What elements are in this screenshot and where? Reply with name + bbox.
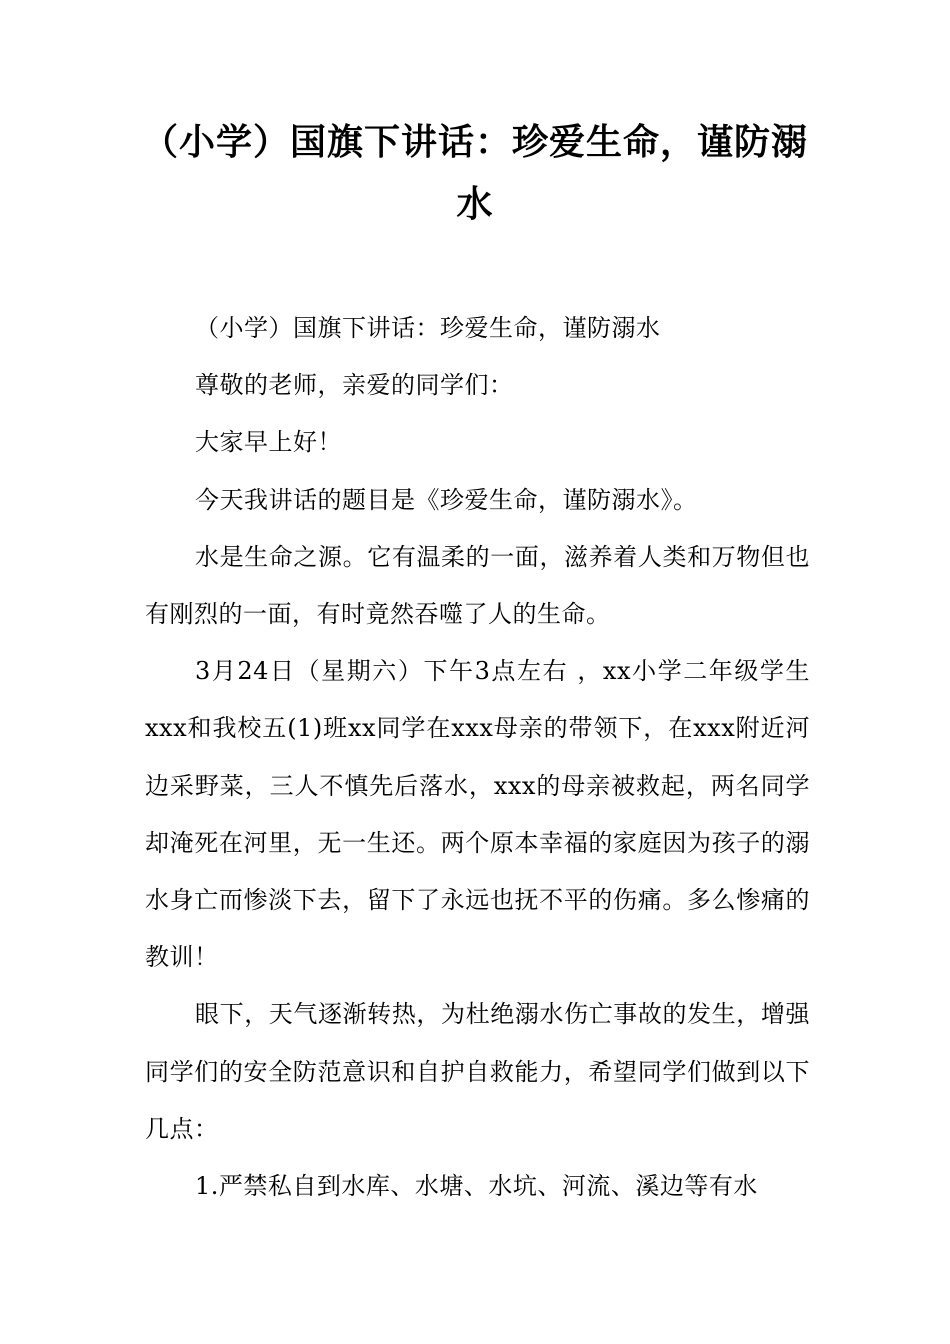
document-title: （小学）国旗下讲话：珍爱生命，谨防溺水 [141,122,808,225]
paragraph-incident: 3月24日（星期六）下午3点左右 ，xx小学二年级学生xxx和我校五(1)班xx同学在xxx母亲的带领下，在xxx附近河边采野菜，三人不慎先后落水，xxx的母亲被救起，两名同学却淹死在河里，无一生还。两个原本幸福的家庭因为孩子的溺水身亡而惨淡下去，留下了永远也抚不平的伤痛。多么惨痛的教训！ [145,657,810,972]
paragraph-greeting: 大家早上好！ [195,428,342,457]
paragraph-advice-intro: 眼下，天气逐渐转热，为杜绝溺水伤亡事故的发生，增强同学们的安全防范意识和自护自救能力，希望同学们做到以下几点： [145,1000,810,1143]
paragraph-heading-repeat: （小学）国旗下讲话：珍爱生命，谨防溺水 [195,314,661,342]
paragraph-topic: 今天我讲话的题目是《珍爱生命，谨防溺水》。 [195,485,698,514]
paragraph-salutation: 尊敬的老师，亲爱的同学们： [195,371,514,400]
paragraph-water-intro: 水是生命之源。它有温柔的一面，滋养着人类和万物但也有刚烈的一面，有时竟然吞噬了人的生命。 [145,542,810,629]
paragraph-rule-1: 1.严禁私自到水库、水塘、水坑、河流、溪边等有水 [195,1172,758,1201]
document-body [145,300,810,1215]
